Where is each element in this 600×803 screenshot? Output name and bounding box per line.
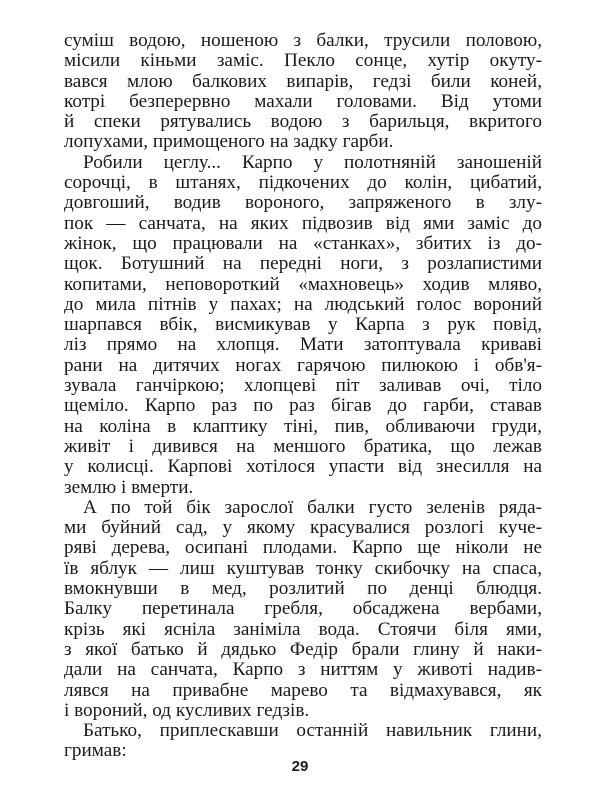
text-line: щок. Ботушний на передні ноги, з розлапистими [64,253,542,275]
text-line: з якої батько й дядько Федір брали глину й наки- [64,638,542,660]
text-line: сорочці, в штанях, підкочених до колін, цибатий, [64,172,542,194]
text-line: крізь які ясніла заніміла вода. Стоячи біля ями, [64,618,542,640]
text-line: Робили цеглу... Карпо у полотняній заношеній [83,151,542,173]
text-line: жінок, що працювали на «станках», збитих із до- [64,232,542,254]
text-line: землю і вмерти. [64,476,194,498]
text-line: ряві дерева, осипані плодами. Карпо ще ніколи не [64,537,542,559]
text-line: гримав: [64,740,127,762]
text-line: у колисці. Карпові хотілося упасти від знесилля на [64,456,542,478]
text-line: дали на санчата, Карпо з ниттям у животі надив- [64,659,542,681]
text-line: копитами, неповороткий «махновець» ходив мляво, [64,273,542,295]
page-number: 29 [291,758,309,775]
paragraph-1 [64,31,542,153]
text-line: місили кіньми заміс. Пекло сонце, хутір окуту- [64,50,542,72]
text-line: рани на дитячих ногах гарячою пилюкою і обв'я- [64,354,542,376]
text-line: ми буйний сад, у якому красувалися розлогі куче- [64,517,542,539]
text-line: вмокнувши в мед, розлитий по денці блюдця. [64,578,542,600]
text-line: до мила пітнів у пахах; на людський голос вороний [64,293,542,315]
text-line: Балку перетинала гребля, обсаджена вербами, [64,598,542,620]
text-line: на коліна в клаптику тіні, пив, обливаючи груди, [64,415,542,437]
text-line: щеміло. Карпо раз по раз бігав до гарби, ставав [64,395,542,417]
text-line: лявся на привабне марево та відмахувався, як [64,679,542,701]
page-body [64,31,542,762]
text-line: й спеки рятувались водою з барильця, вкритого [64,111,542,133]
text-line: пок — санчата, на яких підвозив від ями заміс до [64,212,542,234]
text-line: котрі безперервно махали головами. Від утоми [64,90,542,112]
text-line: А по той бік зарослої балки густо зеленів ряда- [83,496,542,518]
text-line: живіт і дивився на меншого братика, що лежав [64,435,542,457]
text-line: вався млою балкових випарів, гедзі били коней, [64,70,542,92]
text-line: їв яблук — лиш куштував тонку скибочку на спаса, [64,557,542,579]
paragraph-4 [64,721,542,762]
text-line: ліз прямо на хлопця. Мати затоптувала криваві [64,334,542,356]
text-line: і вороний, од кусливих гедзів. [64,699,310,721]
text-line: суміш водою, ношеною з балки, трусили половою, [64,30,542,51]
paragraph-3 [64,498,542,721]
text-line: шарпався вбік, висмикував у Карпа з рук повід, [64,314,542,336]
text-line: довгоший, водив вороного, запряженого в злу- [64,192,542,214]
paragraph-2 [64,153,542,498]
text-line: зувала ганчіркою; хлопцеві піт заливав очі, тіло [64,375,542,397]
text-line: лопухами, примощеного на задку гарби. [64,131,394,153]
text-line: Батько, приплескавши останній навильник глини, [83,720,542,742]
